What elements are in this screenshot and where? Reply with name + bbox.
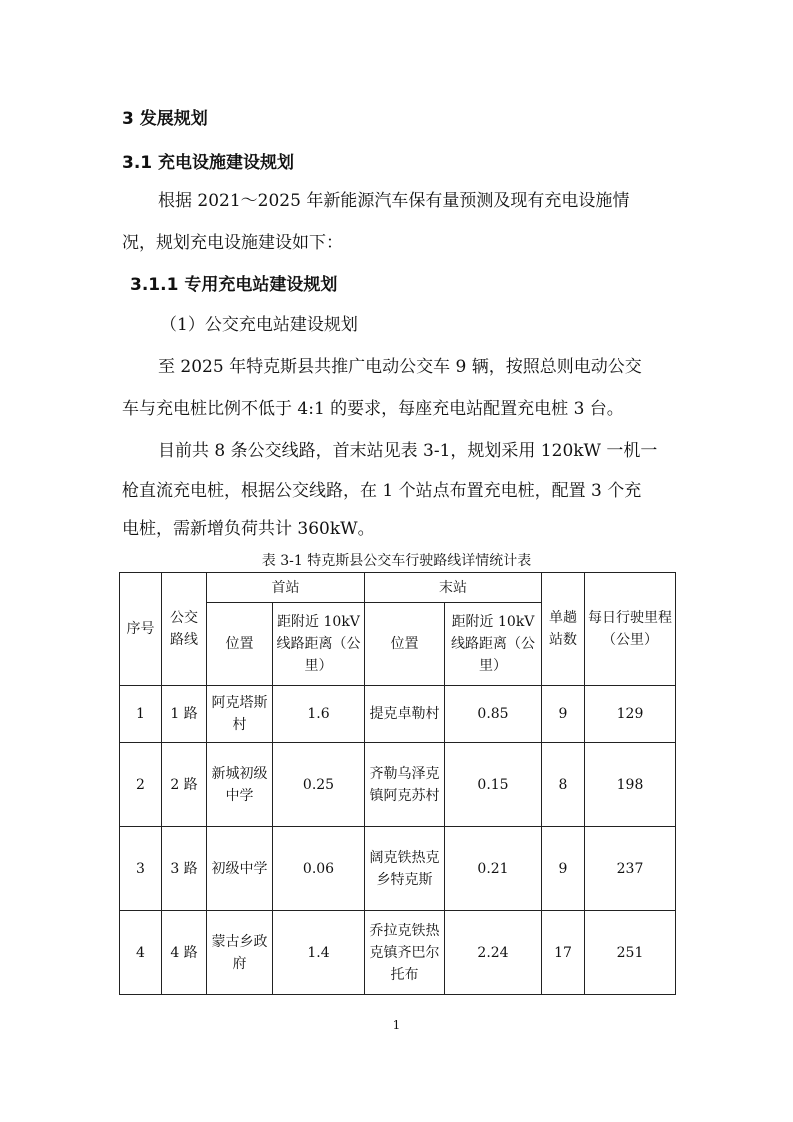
- paragraph-line: 目前共 8 条公交线路，首末站见表 3-1，规划采用 120kW 一机一: [158, 441, 658, 461]
- subsection-heading: 3.1 充电设施建设规划: [122, 153, 295, 173]
- cell-last-distance: 2.24: [445, 911, 542, 995]
- cell-seq: 2: [120, 743, 162, 827]
- cell-route: 1 路: [162, 686, 207, 743]
- cell-first-distance: 1.6: [273, 686, 365, 743]
- table-row: [120, 911, 676, 995]
- cell-last-location: 阔克铁热克乡特克斯: [365, 827, 445, 911]
- cell-daily-km: 129: [585, 686, 676, 743]
- cell-last-distance: 0.21: [445, 827, 542, 911]
- cell-last-location: 乔拉克铁热克镇齐巴尔托布: [365, 911, 445, 995]
- cell-last-distance: 0.15: [445, 743, 542, 827]
- cell-stops: 17: [542, 911, 585, 995]
- header-last-station: 末站: [365, 573, 542, 603]
- paragraph-line: 至 2025 年特克斯县共推广电动公交车 9 辆，按照总则电动公交: [158, 357, 642, 377]
- paragraph-line: 枪直流充电桩，根据公交线路，在 1 个站点布置充电桩，配置 3 个充: [122, 481, 642, 501]
- paragraph-line: 根据 2021～2025 年新能源汽车保有量预测及现有充电设施情: [158, 191, 630, 211]
- cell-stops: 9: [542, 686, 585, 743]
- header-first-location: 位置: [207, 603, 273, 686]
- cell-last-location: 提克卓勒村: [365, 686, 445, 743]
- cell-first-location: 新城初级中学: [207, 743, 273, 827]
- section-heading: 3 发展规划: [122, 109, 208, 129]
- cell-first-location: 蒙古乡政府: [207, 911, 273, 995]
- header-daily-km: 每日行驶里程（公里）: [585, 573, 676, 686]
- subsubsection-heading: 3.1.1 专用充电站建设规划: [130, 275, 338, 295]
- table-row: [120, 743, 676, 827]
- cell-route: 3 路: [162, 827, 207, 911]
- cell-daily-km: 237: [585, 827, 676, 911]
- header-seq: 序号: [120, 573, 162, 686]
- cell-first-location: 阿克塔斯村: [207, 686, 273, 743]
- table-row: [120, 686, 676, 743]
- cell-first-distance: 0.25: [273, 743, 365, 827]
- cell-seq: 4: [120, 911, 162, 995]
- cell-seq: 1: [120, 686, 162, 743]
- cell-first-location: 初级中学: [207, 827, 273, 911]
- header-route: 公交路线: [162, 573, 207, 686]
- table-caption: 表 3-1 特克斯县公交车行驶路线详情统计表: [261, 553, 532, 569]
- header-stops: 单趟站数: [542, 573, 585, 686]
- paragraph-line: 车与充电桩比例不低于 4:1 的要求，每座充电站配置充电桩 3 台。: [122, 399, 624, 419]
- cell-first-distance: 0.06: [273, 827, 365, 911]
- cell-route: 2 路: [162, 743, 207, 827]
- item-title: （1）公交充电站建设规划: [160, 315, 358, 335]
- table-row: [120, 827, 676, 911]
- cell-first-distance: 1.4: [273, 911, 365, 995]
- page-number: 1: [392, 1018, 401, 1032]
- bus-route-table: [119, 572, 676, 995]
- paragraph-line: 电桩，需新增负荷共计 360kW。: [122, 519, 375, 539]
- header-last-distance: 距附近 10kV 线路距离（公里）: [445, 603, 542, 686]
- paragraph-line: 况，规划充电设施建设如下：: [122, 233, 343, 253]
- cell-daily-km: 251: [585, 911, 676, 995]
- header-first-station: 首站: [207, 573, 365, 603]
- cell-last-distance: 0.85: [445, 686, 542, 743]
- cell-route: 4 路: [162, 911, 207, 995]
- header-first-distance: 距附近 10kV 线路距离（公里）: [273, 603, 365, 686]
- cell-stops: 9: [542, 827, 585, 911]
- cell-seq: 3: [120, 827, 162, 911]
- header-last-location: 位置: [365, 603, 445, 686]
- cell-last-location: 齐勒乌泽克镇阿克苏村: [365, 743, 445, 827]
- cell-daily-km: 198: [585, 743, 676, 827]
- cell-stops: 8: [542, 743, 585, 827]
